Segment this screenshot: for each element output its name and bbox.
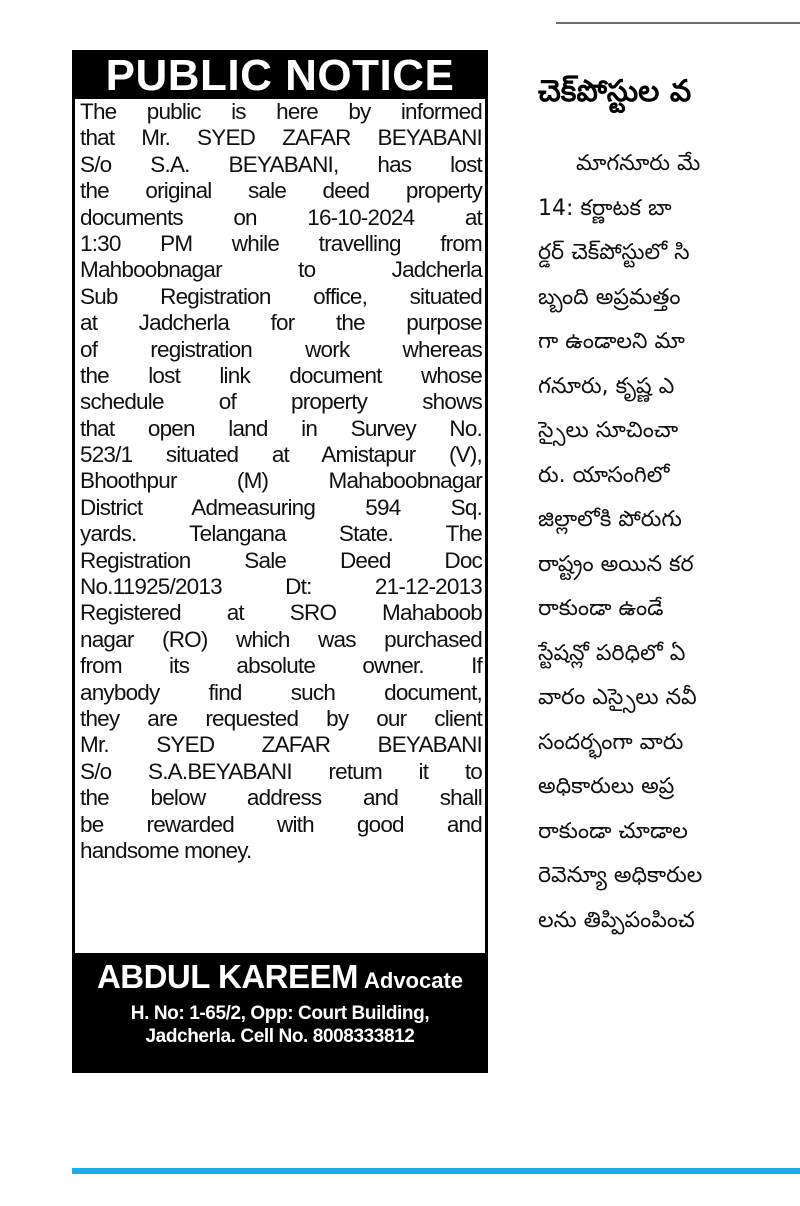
notice-line: nagar (RO) which was purchased: [80, 626, 482, 652]
notice-line: anybody find such document,: [80, 679, 482, 705]
notice-line: from its absolute owner. If: [80, 653, 482, 679]
notice-line: documents on 16-10-2024 at: [80, 204, 482, 230]
notice-line: S/o S.A. BEYABANI, has lost: [80, 151, 482, 177]
advocate-address-line: H. No: 1-65/2, Opp: Court Building,: [130, 1003, 430, 1024]
article-line: అధికారులు అప్ర: [538, 774, 675, 799]
notice-line: of registration work whereas: [80, 336, 482, 362]
notice-line: they are requested by our client: [80, 705, 482, 731]
notice-line: No.11925/2013 Dt: 21-12-2013: [80, 574, 482, 600]
article-body: [538, 120, 800, 943]
article-line: స్సైలు సూచించా: [538, 418, 679, 443]
top-divider-rule: [556, 22, 800, 24]
article-line: లను తిప్పిపంపించ: [538, 907, 695, 933]
notice-line: S/o S.A.BEYABANI retum it to: [80, 758, 482, 784]
notice-line: Registration Sale Deed Doc: [80, 547, 482, 573]
advocate-role: Advocate: [364, 968, 464, 993]
notice-line: that open land in Survey No.: [80, 415, 482, 441]
article-line: రెవెన్యూ అధికారుల: [538, 863, 703, 888]
article-line: వారం ఎస్సైలు నవీ: [538, 685, 697, 710]
notice-line: at Jadcherla for the purpose: [80, 310, 482, 336]
article-line: స్టేషన్లో పరిధిలో ఏ: [538, 640, 686, 666]
notice-line: yards. Telangana State. The: [80, 521, 482, 547]
notice-line: Registered at SRO Mahaboob: [80, 600, 482, 626]
article-line: రాష్ట్రం అయిన కర: [538, 551, 694, 577]
notice-line: Mahboobnagar to Jadcherla: [80, 257, 482, 283]
telugu-article-column: [538, 64, 800, 943]
article-line: రు. యాసంగిలో: [538, 462, 670, 488]
notice-line: the below address and shall: [80, 785, 482, 811]
notice-line: Mr. SYED ZAFAR BEYABANI: [80, 732, 482, 758]
advocate-name: ABDUL KAREEM: [96, 958, 358, 995]
notice-line: 523/1 situated at Amistapur (V),: [80, 442, 482, 468]
notice-line: the lost link document whose: [80, 362, 482, 388]
article-line: సందర్భంగా వారు: [538, 729, 684, 755]
article-line: రాకుండా చూడాల: [538, 818, 688, 844]
article-line: ర్డర్ చెక్‌పోస్టులో సి: [538, 240, 690, 265]
advocate-contact-line: Jadcherla. Cell No. 8008333812: [145, 1026, 415, 1047]
notice-line: be rewarded with good and: [80, 811, 482, 837]
article-line: జిల్లాలోకి పోరుగు: [538, 507, 682, 532]
notice-line: 1:30 PM while travelling from: [80, 230, 482, 256]
notice-line: Bhoothpur (M) Mahaboobnagar: [80, 468, 482, 494]
article-line: బ్బంది అప్రమత్తం: [538, 284, 681, 310]
article-headline: చెక్‌పోస్టుల వ: [538, 74, 692, 109]
article-line: గనూరు, కృష్ణ ఎ: [538, 373, 675, 399]
article-line: మాగనూరు మే: [576, 151, 701, 176]
public-notice-box: [72, 50, 488, 1073]
notice-title: PUBLIC NOTICE: [75, 53, 485, 99]
notice-body: [75, 99, 485, 864]
article-line: గా ఉండాలని మా: [538, 329, 685, 354]
notice-line: Sub Registration office, situated: [80, 283, 482, 309]
notice-line: schedule of property shows: [80, 389, 482, 415]
notice-line: that Mr. SYED ZAFAR BEYABANI: [80, 125, 482, 151]
notice-line: The public is here by informed: [80, 99, 482, 124]
notice-line: handsome money.: [80, 837, 252, 863]
article-line: 14: కర్ణాటక బా: [538, 195, 672, 221]
advocate-name-row: [75, 953, 485, 1002]
advocate-signature-block: [75, 953, 485, 1070]
article-line: రాకుండా ఉండే: [538, 596, 664, 621]
notice-line: the original sale deed property: [80, 178, 482, 204]
notice-line: District Admeasuring 594 Sq.: [80, 494, 482, 520]
bottom-accent-rule: [72, 1168, 800, 1174]
